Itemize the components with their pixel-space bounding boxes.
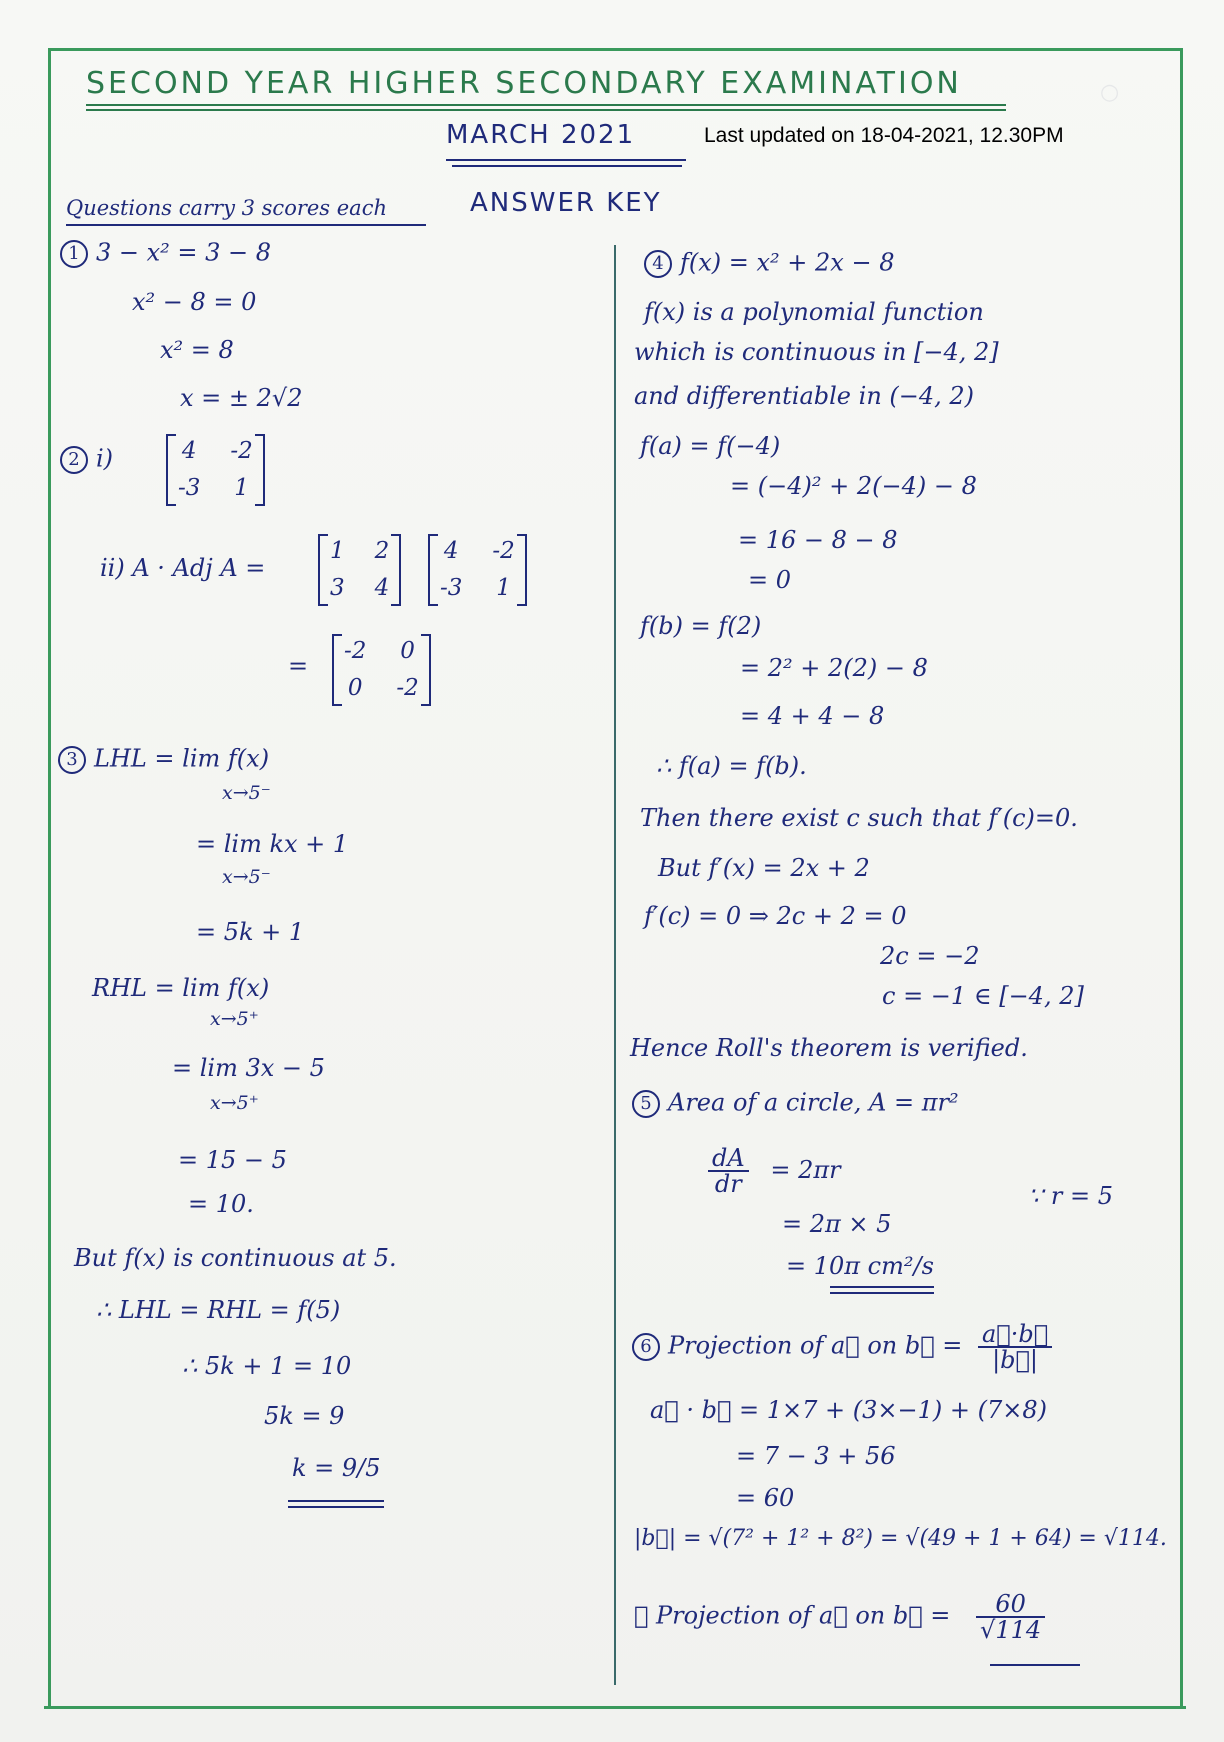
q4-line-12: ∴ f(a) = f(b). [656,752,807,780]
q4-line-11: = 4 + 4 − 8 [740,702,885,730]
q6-step: ∴ Projection of a⃗ on b⃗ = [634,1601,951,1630]
q4-line-9: f(b) = f(2) [640,612,762,640]
matrix-cell: 1 [330,538,345,564]
q3-limit-sub: x→5⁺ [210,1008,259,1030]
q6-line-2: a⃗ · b⃗ = 1×7 + (3×−1) + (7×8) [650,1396,1047,1424]
q3-line-11: = 10. [188,1190,254,1218]
q5-line-1 [632,1090,959,1118]
matrix-cell: 4 [443,538,459,564]
q4-line-17: c = −1 ∈ [−4, 2] [882,982,1084,1010]
fraction-denominator: dr [714,1170,742,1198]
q5-line-3: = 2π × 5 [782,1210,892,1238]
q3-line-8: = lim 3x − 5 [172,1054,325,1082]
q4-step: f(x) = x² + 2x − 8 [680,248,895,277]
matrix-cell: 1 [496,575,511,601]
q4-line-3: which is continuous in [−4, 2] [634,338,999,366]
matrix-cell: -2 [492,538,515,564]
q5-answer: = 10π cm²/s [786,1252,934,1280]
q3-answer: k = 9/5 [292,1454,381,1482]
q3-line-3: = lim kx + 1 [196,830,349,858]
q2-equals: = [288,652,309,680]
q4-line-16: 2c = −2 [880,942,980,970]
q4-line-1 [644,250,894,278]
answer-key-heading: ANSWER KEY [470,188,662,218]
matrix-cell: -3 [178,475,201,501]
matrix-cell: 3 [330,575,345,601]
q6-line-4: = 60 [736,1484,795,1512]
q2-part-label: i) [96,444,114,473]
fraction-denominator: |b⃗| [992,1346,1039,1374]
q4-line-15: f′(c) = 0 ⇒ 2c + 2 = 0 [644,902,907,930]
q4-line-7: = 16 − 8 − 8 [738,526,898,554]
q3-line-10: = 15 − 5 [178,1146,287,1174]
q3-limit-sub: x→5⁻ [222,866,271,888]
question-number: 3 [58,746,86,774]
q5-derivative [708,1146,841,1196]
matrix-cell: -3 [440,575,463,601]
q3-line-14: ∴ 5k + 1 = 10 [182,1352,352,1380]
q4-line-8: = 0 [748,566,792,594]
q1-step: 3 − x² = 3 − 8 [96,238,272,267]
answer-underline [990,1664,1080,1666]
matrix-cell: -2 [344,638,367,664]
q5-step: Area of a circle, A = πr² [668,1088,959,1117]
fraction-numerator: 60 [976,1592,1045,1618]
q1-line-4: x = ± 2√2 [180,384,303,412]
question-number: 5 [632,1090,660,1118]
fraction-denominator: √114 [980,1616,1042,1644]
q4-line-10: = 2² + 2(2) − 8 [740,654,928,682]
q5-step: = 2πr [770,1155,841,1184]
q1-line-3: x² = 8 [160,336,234,364]
matrix-cell: 0 [347,675,363,701]
fraction-numerator: dA [708,1146,749,1172]
question-number: 1 [60,240,88,268]
question-number: 4 [644,250,672,278]
q4-line-5: f(a) = f(−4) [640,432,781,460]
exam-title: SECOND YEAR HIGHER SECONDARY EXAMINATION [86,66,962,101]
q4-conclusion: Hence Roll's theorem is verified. [630,1034,1028,1062]
matrix-cell: 0 [400,638,415,664]
q1-line-2: x² − 8 = 0 [132,288,257,316]
q3-line-5: = 5k + 1 [196,918,305,946]
q3-line-15: 5k = 9 [264,1402,345,1430]
answer-fraction [976,1592,1045,1642]
derivative-fraction [708,1146,749,1196]
q4-line-13: Then there exist c such that f′(c)=0. [640,804,1078,832]
q6-step: Projection of a⃗ on b⃗ = [668,1331,963,1360]
bleed-through-mark: ○ [1100,80,1120,105]
q2-part-2-label: ii) A · Adj A = [100,554,266,582]
q3-limit-sub: x→5⁺ [210,1092,259,1114]
q3-line-12: But f(x) is continuous at 5. [74,1244,397,1272]
matrix-cell: -2 [230,438,253,464]
q6-line-5: |b⃗| = √(7² + 1² + 8²) = √(49 + 1 + 64) = √114. [634,1526,1167,1551]
projection-fraction [978,1322,1052,1372]
q3-step: LHL = lim f(x) [94,744,270,773]
matrix-cell: 2 [374,538,390,564]
exam-session: MARCH 2021 [446,120,636,150]
q6-line-1 [632,1322,1052,1372]
q3-line-13: ∴ LHL = RHL = f(5) [96,1296,341,1324]
matrix-cell: 1 [234,475,249,501]
answer-underline [830,1292,934,1294]
matrix-cell: 4 [181,438,197,464]
last-updated-note: Last updated on 18-04-2021, 12.30PM [704,124,1064,147]
question-number: 2 [60,446,88,474]
q5-given: ∵ r = 5 [1028,1182,1114,1210]
questions-note: Questions carry 3 scores each [66,196,387,220]
q6-line-3: = 7 − 3 + 56 [736,1442,896,1470]
q4-line-4: and differentiable in (−4, 2) [634,382,975,410]
q4-line-14: But f′(x) = 2x + 2 [658,854,870,882]
fraction-numerator: a⃗·b⃗ [978,1322,1052,1348]
q4-line-2: f(x) is a polynomial function [644,298,984,326]
q3-limit-sub: x→5⁻ [222,782,271,804]
matrix-cell: 4 [374,575,390,601]
matrix-cell: -2 [396,675,419,701]
q6-line-6 [634,1592,1045,1642]
answer-underline [830,1286,934,1288]
q4-line-6: = (−4)² + 2(−4) − 8 [730,472,977,500]
q3-line-6: RHL = lim f(x) [92,974,270,1002]
question-number: 6 [632,1333,660,1361]
